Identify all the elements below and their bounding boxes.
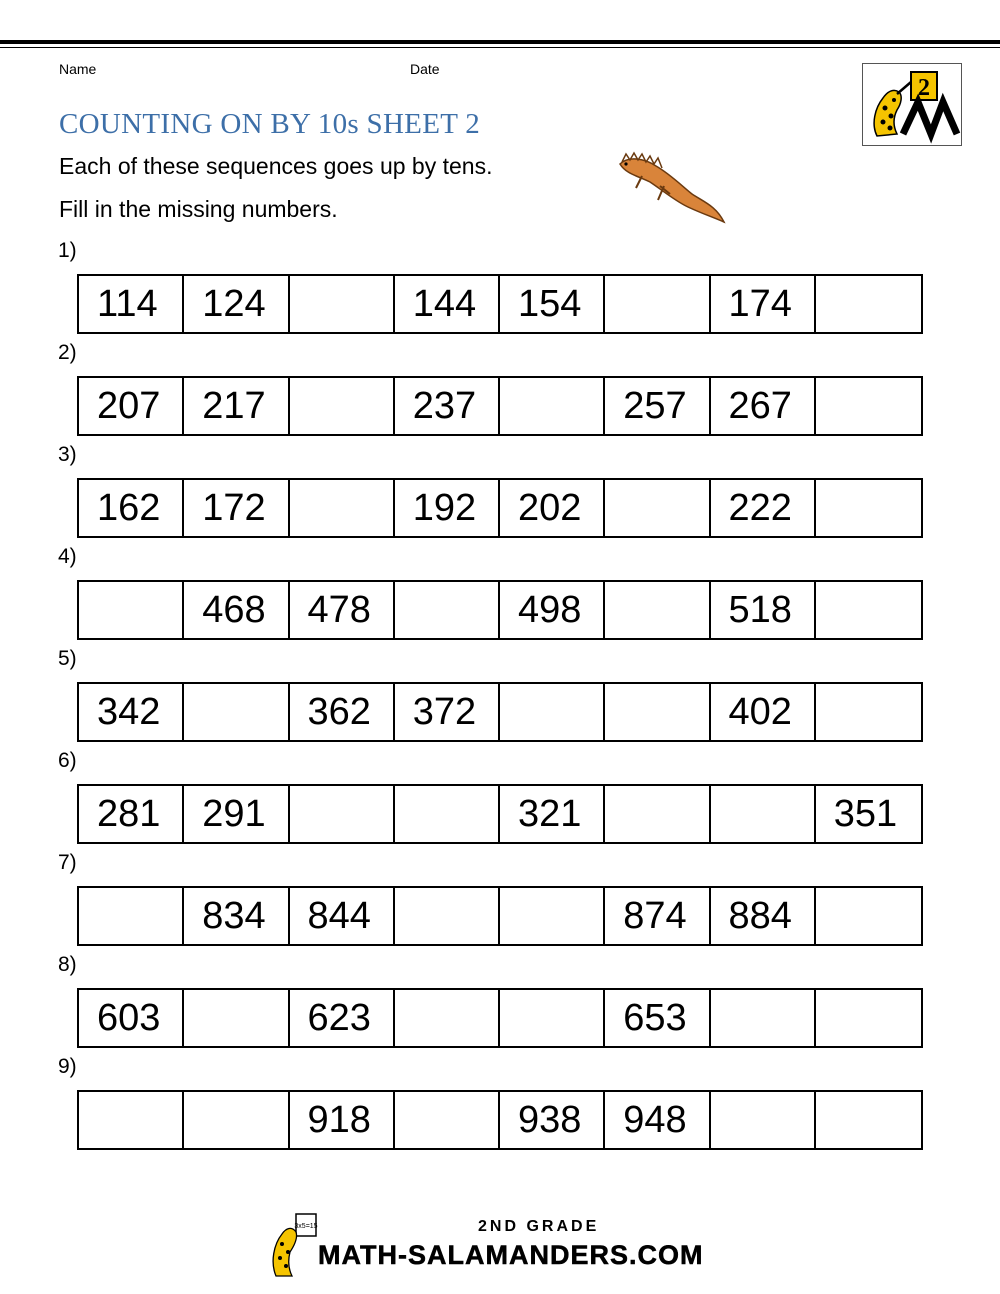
sequence-cell [290, 276, 395, 332]
sequence-cell: 498 [500, 582, 605, 638]
sequence-cell [79, 582, 184, 638]
sequence-cell [500, 888, 605, 944]
sequence-cell: 222 [711, 480, 816, 536]
sequence-cell: 884 [711, 888, 816, 944]
sequence-row-9 [77, 1090, 923, 1150]
sequence-cell: 202 [500, 480, 605, 536]
sequence-cell [605, 582, 710, 638]
sequence-cell: 207 [79, 378, 184, 434]
sequence-row-7 [77, 886, 923, 946]
sequence-row-1 [77, 274, 923, 334]
question-label: 3) [58, 443, 77, 466]
sequence-cell: 603 [79, 990, 184, 1046]
sequence-cell: 172 [184, 480, 289, 536]
sequence-cell: 281 [79, 786, 184, 842]
sequence-cell [290, 786, 395, 842]
question-label: 6) [58, 749, 77, 772]
sequence-cell [816, 276, 921, 332]
question-label: 7) [58, 851, 77, 874]
sequence-cell: 478 [290, 582, 395, 638]
date-label: Date [410, 61, 440, 77]
top-rule-thin [0, 47, 1000, 48]
sequence-cell [500, 684, 605, 740]
sequence-cell: 938 [500, 1092, 605, 1148]
sequence-cell: 162 [79, 480, 184, 536]
sequence-cell [711, 990, 816, 1046]
sequence-cell: 918 [290, 1092, 395, 1148]
sequence-cell: 144 [395, 276, 500, 332]
footer-sign-text: 3x5=15 [294, 1223, 318, 1230]
question-label: 2) [58, 341, 77, 364]
sequence-cell: 342 [79, 684, 184, 740]
sequence-cell: 154 [500, 276, 605, 332]
sequence-row-4 [77, 580, 923, 640]
sequence-cell [711, 786, 816, 842]
question-label: 4) [58, 545, 77, 568]
sequence-cell: 402 [711, 684, 816, 740]
sequence-cell: 174 [711, 276, 816, 332]
sequence-cell [605, 276, 710, 332]
question-label: 5) [58, 647, 77, 670]
sequence-cell: 834 [184, 888, 289, 944]
sequence-cell [79, 888, 184, 944]
sequence-cell [395, 786, 500, 842]
sequence-cell: 257 [605, 378, 710, 434]
sequence-cell [500, 990, 605, 1046]
sequence-cell [605, 684, 710, 740]
instruction-line-2: Fill in the missing numbers. [59, 196, 338, 222]
sequence-row-5 [77, 682, 923, 742]
sequence-cell [816, 1092, 921, 1148]
sequence-cell [711, 1092, 816, 1148]
sequence-cell: 267 [711, 378, 816, 434]
footer-site-name: MATH-SALAMANDERS.COM [318, 1240, 704, 1270]
sequence-cell: 217 [184, 378, 289, 434]
sequence-cell [184, 990, 289, 1046]
worksheet-title: COUNTING ON BY 10s SHEET 2 [59, 108, 481, 140]
sequence-cell [395, 990, 500, 1046]
sequence-cell [290, 378, 395, 434]
badge-number: 2 [918, 75, 930, 101]
sequence-cell: 844 [290, 888, 395, 944]
sequence-cell: 623 [290, 990, 395, 1046]
sequence-row-2 [77, 376, 923, 436]
footer-logo [270, 1212, 318, 1283]
sequence-cell [816, 990, 921, 1046]
salamander-logo-icon [863, 64, 963, 147]
sequence-cell: 114 [79, 276, 184, 332]
question-label: 9) [58, 1055, 77, 1078]
sequence-cell: 653 [605, 990, 710, 1046]
sequence-cell: 321 [500, 786, 605, 842]
sequence-cell: 518 [711, 582, 816, 638]
sequence-cell [184, 1092, 289, 1148]
sequence-cell [79, 1092, 184, 1148]
sequence-cell: 468 [184, 582, 289, 638]
sequence-cell [290, 480, 395, 536]
sequence-row-8 [77, 988, 923, 1048]
name-label: Name [59, 61, 97, 77]
grade-badge-logo [862, 63, 962, 146]
sequence-row-6 [77, 784, 923, 844]
sequence-cell [816, 378, 921, 434]
sequence-cell [816, 888, 921, 944]
sequence-cell [395, 582, 500, 638]
salamander-mascot-icon [270, 1212, 318, 1278]
sequence-cell: 291 [184, 786, 289, 842]
sequence-cell [184, 684, 289, 740]
sequence-cell: 351 [833, 792, 898, 835]
newt-icon [612, 150, 732, 230]
sequence-cell: 237 [395, 378, 500, 434]
top-rule [0, 40, 1000, 44]
sequence-cell [816, 684, 921, 740]
sequence-cell [395, 1092, 500, 1148]
sequence-cell [816, 480, 921, 536]
sequence-cell [395, 888, 500, 944]
sequence-cell [605, 786, 710, 842]
sequence-cell [605, 480, 710, 536]
sequence-cell: 874 [605, 888, 710, 944]
sequence-cell: 372 [395, 684, 500, 740]
sequence-cell [500, 378, 605, 434]
newt-illustration [612, 150, 732, 235]
question-label: 8) [58, 953, 77, 976]
sequence-cell: 948 [605, 1092, 710, 1148]
sequence-cell [816, 582, 921, 638]
sequence-cell: 124 [184, 276, 289, 332]
instruction-line-1: Each of these sequences goes up by tens. [59, 153, 493, 179]
sequence-row-3 [77, 478, 923, 538]
sequence-cell: 192 [395, 480, 500, 536]
footer-grade: 2ND GRADE [478, 1218, 600, 1235]
question-label: 1) [58, 239, 77, 262]
sequence-cell: 362 [290, 684, 395, 740]
